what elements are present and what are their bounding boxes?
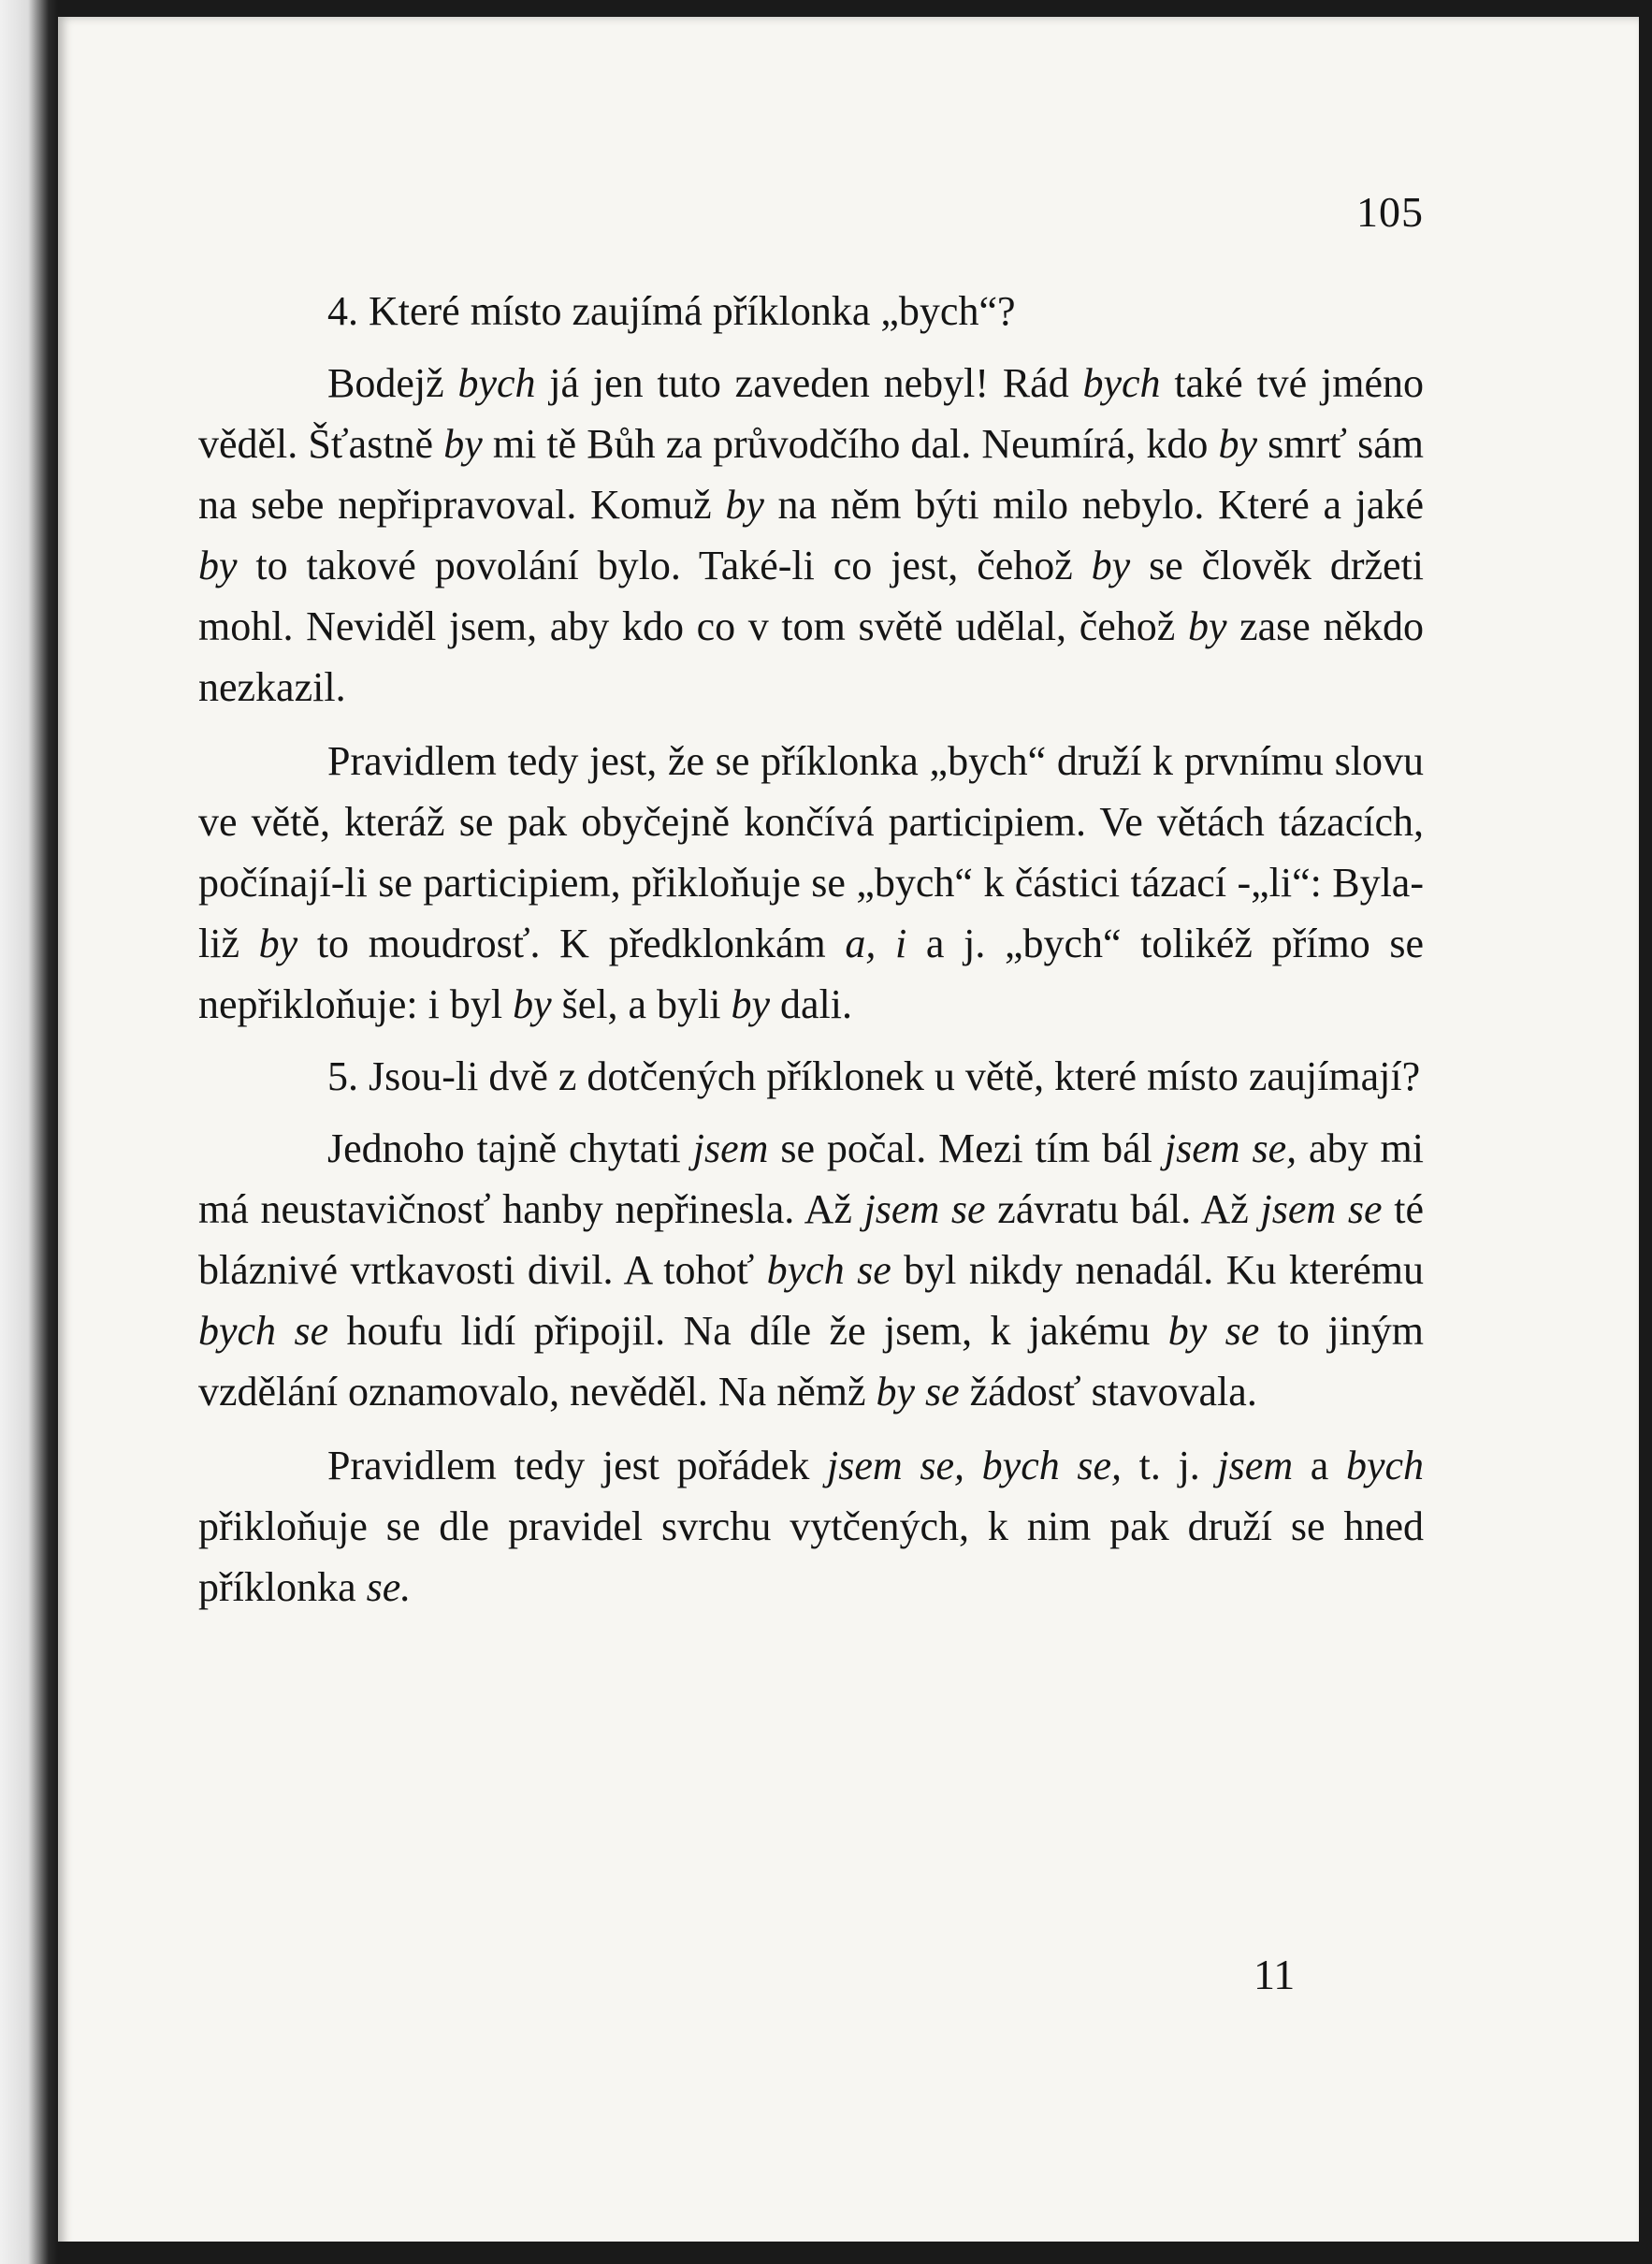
italic-word: jsem se: [1260, 1186, 1383, 1232]
text-run: se počal. Mezi tím bál: [768, 1125, 1165, 1171]
page-number: 105: [1356, 188, 1424, 236]
text-run: šel, a byli: [551, 981, 732, 1027]
example-paragraph: [198, 353, 1424, 718]
italic-word: by: [1091, 543, 1131, 588]
text-run: Pravidlem tedy jest pořádek: [327, 1443, 828, 1488]
text-run: Pravidlem tedy jest, že se příklonka „bych“ druží k prvnímu slovu ve větě, kteráž se pak obyčejně končívá participiem. Ve větách tázacích, počínají-li se participiem, přikloňuje se „bych“ k částici tázací -„li“: Byla-liž: [198, 738, 1424, 966]
italic-word: by se: [876, 1369, 960, 1415]
italic-word: by: [1187, 603, 1227, 649]
rule-paragraph: [198, 1435, 1424, 1618]
italic-word: jsem se,: [1164, 1125, 1297, 1171]
scan-bottom-edge: [58, 2242, 1652, 2264]
italic-word: jsem se, bych se,: [827, 1443, 1123, 1488]
book-gutter: [0, 0, 58, 2264]
italic-word: by se: [1167, 1308, 1260, 1354]
text-run: žádosť stavovala.: [959, 1369, 1257, 1415]
text-run: Jednoho tajně chytati: [327, 1125, 693, 1171]
italic-word: by: [1218, 421, 1258, 467]
text-run: zase někdo nezkazil.: [198, 603, 1424, 710]
text-run: dali.: [769, 981, 852, 1027]
text-run: to moudrosť. K předklonkám: [297, 921, 846, 966]
italic-word: by: [198, 543, 238, 588]
italic-word: jsem: [1217, 1443, 1294, 1488]
text-run: Bodejž: [327, 360, 458, 406]
text-run: také tvé jméno věděl. Šťastně: [198, 360, 1424, 467]
text-run: 5. Jsou-li dvě z dotčených příklonek u větě, které místo zaujímají?: [327, 1053, 1421, 1099]
text-run: aby mi má neustavičnosť hanby nepřinesla. Až: [198, 1125, 1424, 1232]
text-run: přikloňuje se dle pravidel svrchu vytčených, k nim pak druží se hned příklonka: [198, 1503, 1424, 1610]
italic-word: bych: [1082, 360, 1161, 406]
text-run: mi tě Bůh za průvodčího dal. Neumírá, kdo: [482, 421, 1219, 467]
italic-word: a, i: [845, 921, 907, 966]
italic-word: bych: [1345, 1443, 1425, 1488]
italic-word: by: [731, 981, 770, 1027]
text-run: to jiným vzdělání oznamovalo, nevěděl. Na němž: [198, 1308, 1424, 1415]
text-run: a j. „bych“ tolikéž přímo se nepřikloňuje: i byl: [198, 921, 1424, 1027]
signature-mark: 11: [1253, 1951, 1296, 1998]
text-run: 4. Které místo zaujímá příklonka „bych“?: [327, 288, 1016, 334]
italic-word: jsem se: [863, 1186, 986, 1232]
italic-word: by: [725, 482, 764, 528]
text-run: já jen tuto zaveden nebyl! Rád: [535, 360, 1083, 406]
text-run: houfu lidí připojil. Na díle že jsem, k jakému: [328, 1308, 1168, 1354]
text-run: té bláznivé vrtkavosti divil. A tohoť: [198, 1186, 1424, 1293]
rule-paragraph: [198, 731, 1424, 1035]
example-paragraph: [198, 1118, 1424, 1422]
italic-word: by: [513, 981, 552, 1027]
italic-word: by: [258, 921, 298, 966]
text-run: byl nikdy nenadál. Ku kterému: [891, 1247, 1424, 1293]
italic-word: by: [443, 421, 483, 467]
question-heading: [198, 281, 1424, 341]
body-text: [198, 281, 1424, 1618]
italic-word: jsem: [692, 1125, 769, 1171]
text-run: na něm býti milo nebylo. Které a jaké: [763, 482, 1424, 528]
italic-word: se.: [366, 1564, 412, 1610]
text-run: to takové povolání bylo. Také-li co jest, čehož: [237, 543, 1092, 588]
text-run: závratu bál. Až: [985, 1186, 1261, 1232]
italic-word: bych: [457, 360, 536, 406]
italic-word: bych se: [766, 1247, 891, 1293]
text-run: t. j.: [1122, 1443, 1218, 1488]
text-run: se člověk držeti mohl. Neviděl jsem, aby kdo co v tom světě udělal, čehož: [198, 543, 1424, 649]
text-run: smrť sám na sebe nepřipravoval. Komuž: [198, 421, 1424, 528]
text-run: a: [1293, 1443, 1346, 1488]
question-heading: [198, 1046, 1424, 1107]
italic-word: bych se: [198, 1308, 329, 1354]
